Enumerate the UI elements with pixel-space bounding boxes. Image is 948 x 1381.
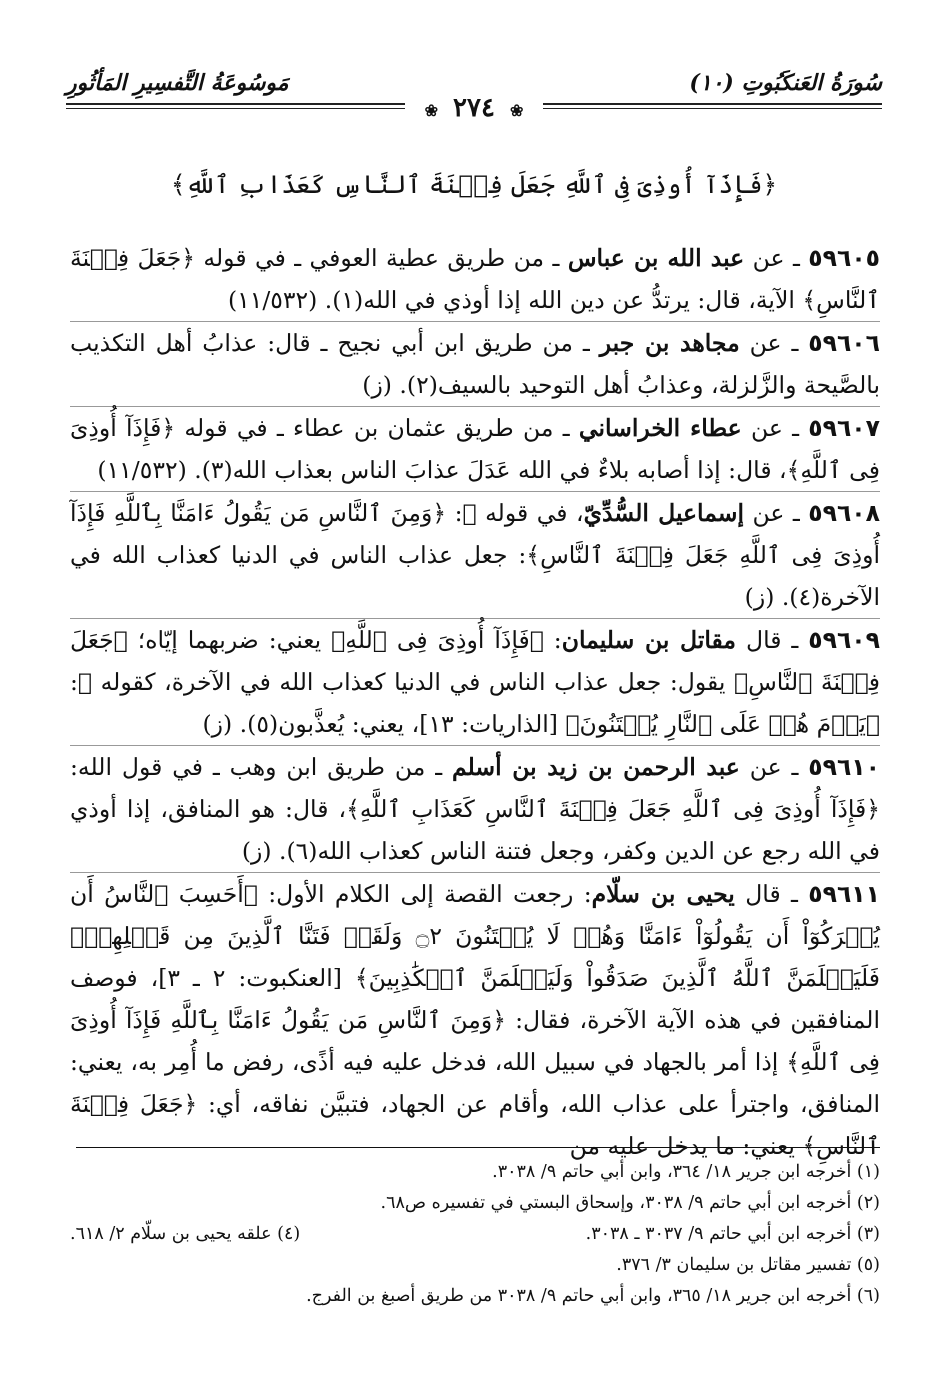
entry [70, 407, 880, 491]
footnotes [70, 1157, 880, 1312]
entry-number: ٥٩٦١١ [808, 880, 880, 908]
entry-text: ـ من طريق ابن وهب ـ في قول الله: ﴿فَإِذَآ أُوذِىَ فِى ٱللَّهِ جَعَلَ فِتۡنَةَ ٱلنَّاسِ كَعَذَابِ ٱللَّهِ﴾، قال: هو المنافق، إذا أوذي في الله رجع عن الدين وكفر، وجعل فتنة الناس كعذاب الله(٦). (ز) [70, 753, 880, 865]
footnote: (٦) أخرجه ابن جرير ١٨/ ٣٦٥، وابن أبي حاتم ٩/ ٣٠٣٨ من طريق أصبغ بن الفرج. [306, 1286, 880, 1306]
footnote: (٥) تفسير مقاتل بن سليمان ٣/ ٣٧٦. [616, 1255, 880, 1275]
narrator-name: عبد الله بن عباس [567, 244, 745, 272]
entry-prefix: ـ عن [739, 753, 809, 781]
narrator-name: إسماعيل السُّدِّيّ [583, 499, 745, 527]
entry-text: ـ من طريق عطية العوفي ـ في قوله ﴿جَعَلَ فِتۡنَةَ ٱلنَّاسِ﴾ الآية، قال: يرتدُّ عن دين الله إذا أوذي في الله(١). (١١/٥٣٢) [70, 244, 880, 314]
entry [70, 237, 880, 321]
narrator-name: عطاء الخراساني [578, 414, 742, 442]
entry-text: ـ من طريق عثمان بن عطاء ـ في قوله ﴿فَإِذَآ أُوذِىَ فِى ٱللَّهِ﴾، قال: إذا أصابه بلاءٌ في الله عَدَلَ عذابَ الناس بعذاب الله(٣). (١١/٥٣٢) [70, 414, 880, 484]
page-number-box [0, 93, 948, 123]
ornament-icon: ❀ [510, 101, 524, 120]
entry-number: ٥٩٦١٠ [808, 753, 880, 781]
entry-prefix: ـ قال [734, 880, 809, 908]
entry [70, 322, 880, 406]
footnote-rule [76, 1147, 880, 1148]
narrator-name: يحيى بن سلّام [591, 880, 735, 908]
surah-title: سُورَةُ العَنكَبُوتِ (١٠) [689, 70, 882, 96]
entry-prefix: ـ قال [736, 626, 809, 654]
entry-prefix: ـ عن [741, 414, 809, 442]
ornament-icon: ❀ [424, 101, 438, 120]
footnote: (١) أخرجه ابن جرير ١٨/ ٣٦٤، وابن أبي حاتم ٩/ ٣٠٣٨. [492, 1162, 880, 1182]
entry-number: ٥٩٦٠٥ [808, 244, 881, 272]
footnote: (٤) علقه يحيى بن سلّام ٢/ ٦١٨. [70, 1224, 301, 1244]
entry [70, 746, 880, 872]
narrator-name: مقاتل بن سليمان [561, 626, 737, 654]
entry [70, 873, 880, 1167]
entry-prefix: ـ عن [739, 329, 809, 357]
footnote: (٢) أخرجه ابن أبي حاتم ٩/ ٣٠٣٨، وإسحاق البستي في تفسيره ص٦٨. [380, 1193, 880, 1213]
footnote: (٣) أخرجه ابن أبي حاتم ٩/ ٣٠٣٧ ـ ٣٠٣٨. [585, 1224, 880, 1244]
entry [70, 619, 880, 745]
narrator-name: عبد الرحمن بن زيد بن أسلم [452, 753, 740, 781]
book-title: مَوسُوعَةُ التَّفسِيرِ المَأثُورِ [66, 70, 289, 96]
entry-text: : ﴿فَإِذَآ أُوذِىَ فِى ٱللَّهِ﴾ يعني: ضربهما إيّاه؛ ﴿جَعَلَ فِتۡنَةَ ٱلنَّاسِ﴾ يقول: جعل عذاب الناس في الدنيا كعذاب الله في الآخرة، كقوله ﷿: ﴿يَوۡمَ هُمۡ عَلَى ٱلنَّارِ يُفۡتَنُونَ﴾ [الذاريات: ١٣]، يعني: يُعذَّبون(٥). (ز) [70, 626, 880, 738]
narrator-name: مجاهد بن جبر [599, 329, 740, 357]
entry-number: ٥٩٦٠٦ [808, 329, 880, 357]
verse-heading: ﴿فَإِذَآ أُوذِىَ فِى ٱللَّهِ جَعَلَ فِتۡنَةَ ٱلنَّاسِ كَعَذَابِ ٱللَّهِ﴾ [170, 170, 778, 199]
entry-number: ٥٩٦٠٨ [808, 499, 880, 527]
entry-number: ٥٩٦٠٧ [808, 414, 880, 442]
entry-prefix: ـ عن [744, 244, 809, 272]
entry-number: ٥٩٦٠٩ [808, 626, 880, 654]
footnote-row [70, 1219, 880, 1250]
entry-text: ، في قوله ﷿: ﴿وَمِنَ ٱلنَّاسِ مَن يَقُولُ ءَامَنَّا بِٱللَّهِ فَإِذَآ أُوذِىَ فِى ٱللَّهِ جَعَلَ فِتۡنَةَ ٱلنَّاسِ﴾: جعل عذاب الناس في الدنيا كعذاب الله في الآخرة(٤). (ز) [70, 499, 880, 611]
entry-prefix: ـ عن [744, 499, 809, 527]
entry-text: ـ من طريق ابن أبي نجيح ـ قال: عذابُ أهل التكذيب بالصَّيحة والزَّلزلة، وعذابُ أهل التوحيد بالسيف(٢). (ز) [70, 329, 880, 399]
commentary-body [70, 237, 880, 1167]
entry [70, 492, 880, 618]
page-number: ٢٧٤ [453, 93, 495, 123]
entry-text: : رجعت القصة إلى الكلام الأول: ﴿أَحَسِبَ ٱلنَّاسُ أَن يُتۡرَكُوٓاْ أَن يَقُولُوٓاْ ءَامَنَّا وَهُمۡ لَا يُفۡتَنُونَ ۝٢ وَلَقَدۡ فَتَنَّا ٱلَّذِينَ مِن قَبۡلِهِمۡۖ فَلَيَعۡلَمَنَّ ٱللَّهُ ٱلَّذِينَ صَدَقُواْ وَلَيَعۡلَمَنَّ ٱلۡكَٰذِبِينَ﴾ [العنكبوت: ٢ ـ ٣]، فوصف المنافقين في هذه الآية الآخرة، فقال: ﴿وَمِنَ ٱلنَّاسِ مَن يَقُولُ ءَامَنَّا بِٱللَّهِ فَإِذَآ أُوذِىَ فِى ٱللَّهِ﴾ إذا أمر بالجهاد في سبيل الله، فدخل عليه فيه أذًى، رفض ما أُمِر به، يعني: المنافق، واجترأ على عذاب الله، وأقام عن الجهاد، فتبيَّن نفاقه، أي: ﴿جَعَلَ فِتۡنَةَ ٱلنَّاسِ﴾ يعني: ما يدخل عليه من [70, 880, 880, 1160]
